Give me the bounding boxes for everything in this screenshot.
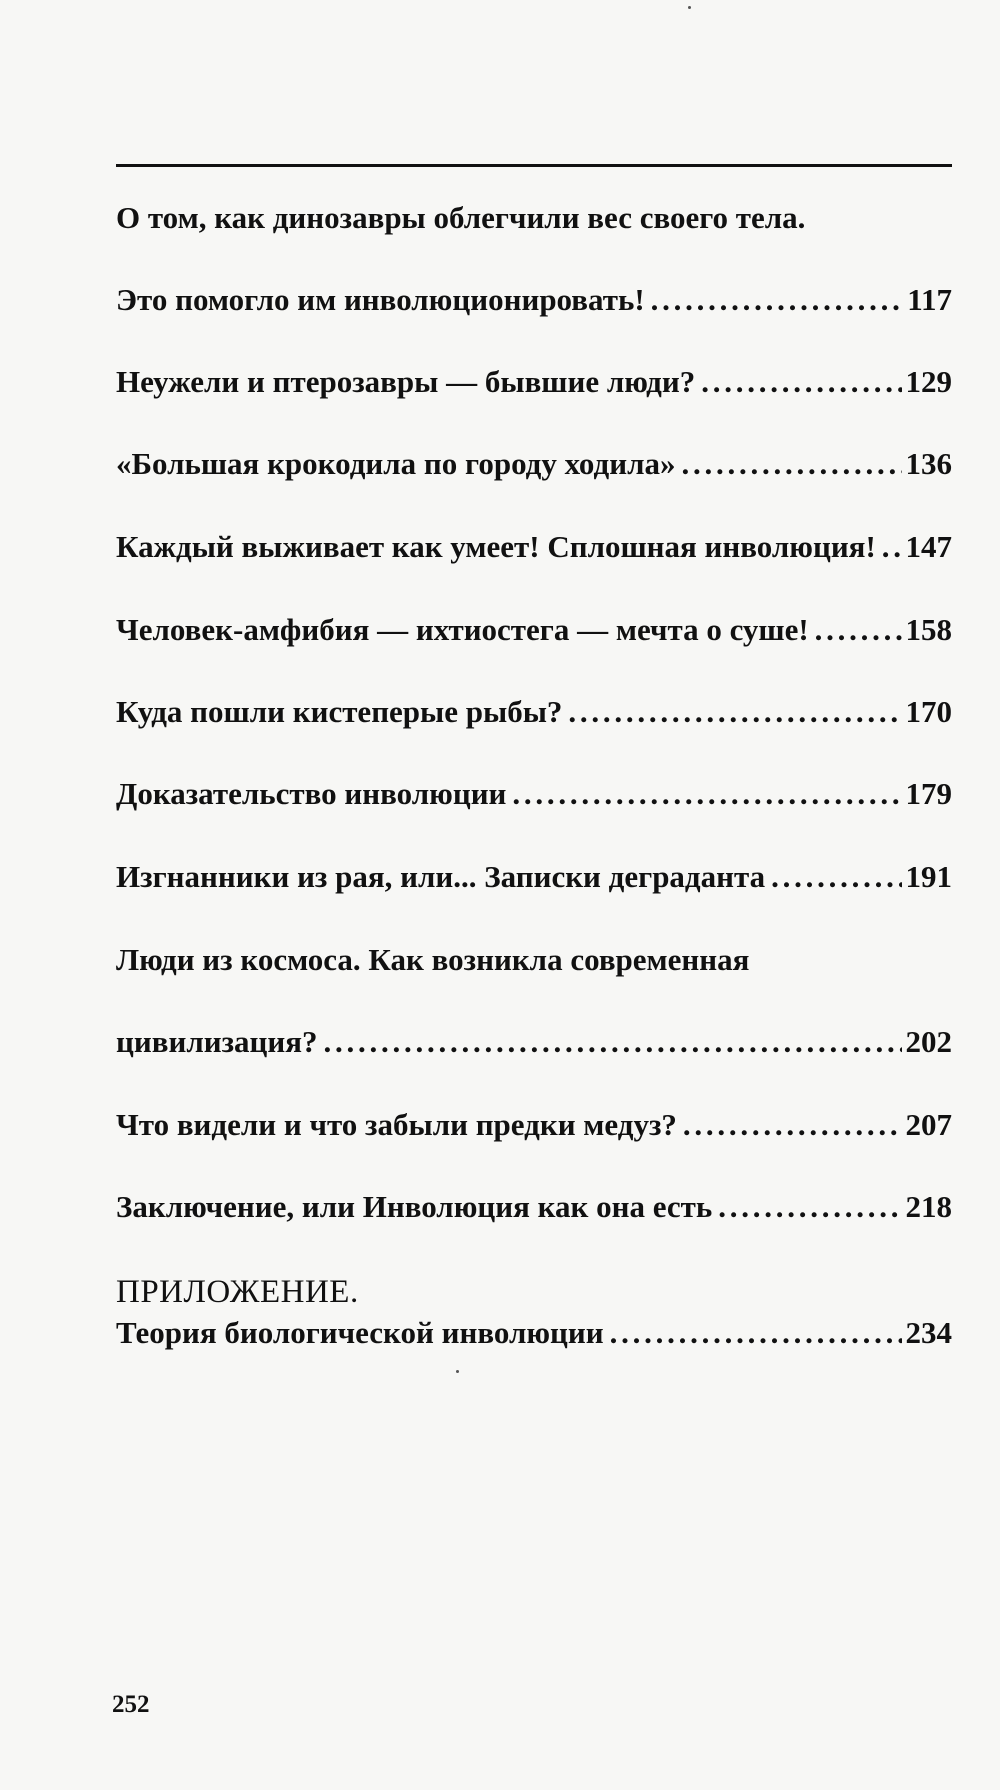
toc-entry-title-line1: Люди из космоса. Как возникла современная bbox=[116, 942, 750, 977]
toc-entry bbox=[116, 692, 952, 732]
leader-dots bbox=[568, 692, 901, 732]
toc-entry bbox=[116, 527, 952, 567]
toc-entry-title: Это помогло им инволюционировать! bbox=[116, 282, 645, 317]
scan-speck bbox=[456, 1370, 459, 1373]
toc-entry-page: 202 bbox=[905, 1024, 952, 1059]
leader-dots bbox=[815, 610, 902, 650]
toc-entry-title: Что видели и что забыли предки медуз? bbox=[116, 1107, 677, 1142]
leader-dots bbox=[651, 280, 904, 320]
toc-entry-page: 147 bbox=[905, 529, 952, 564]
top-rule bbox=[116, 164, 952, 167]
toc-entry-title: Куда пошли кистеперые рыбы? bbox=[116, 694, 563, 729]
toc-intro-line: О том, как динозавры облегчили вес своего тела. bbox=[116, 200, 806, 235]
toc-entry-page: 117 bbox=[907, 282, 952, 317]
toc-entry-title: Заключение, или Инволюция как она есть bbox=[116, 1189, 713, 1224]
leader-dots bbox=[512, 774, 901, 814]
toc-entry-title: Неужели и птерозавры — бывшие люди? bbox=[116, 364, 696, 399]
leader-dots bbox=[683, 1105, 902, 1145]
toc-entry bbox=[116, 1105, 952, 1145]
toc-entry-page: 207 bbox=[905, 1107, 952, 1142]
toc-entry-page: 218 bbox=[905, 1189, 952, 1224]
toc-entry-page: 191 bbox=[905, 859, 952, 894]
leader-dots bbox=[681, 444, 901, 484]
leader-dots bbox=[882, 527, 902, 567]
toc-entry bbox=[116, 774, 952, 814]
scan-speck bbox=[688, 6, 691, 9]
toc-entry-title-line2: цивилизация? bbox=[116, 1024, 318, 1059]
toc-entry-title: «Большая крокодила по городу ходила» bbox=[116, 446, 676, 481]
leader-dots bbox=[718, 1187, 901, 1227]
toc-entry bbox=[116, 362, 952, 402]
toc-entry-title: Каждый выживает как умеет! Сплошная инволюция! bbox=[116, 529, 876, 564]
toc-entry-title: Человек-амфибия — ихтиостега — мечта о суше! bbox=[116, 612, 809, 647]
toc-entry bbox=[116, 857, 952, 897]
leader-dots bbox=[324, 1022, 902, 1062]
page-number: 252 bbox=[112, 1691, 150, 1718]
toc-entry bbox=[116, 280, 952, 320]
toc-entry bbox=[116, 444, 952, 484]
toc-entry bbox=[116, 610, 952, 650]
leader-dots bbox=[610, 1313, 902, 1353]
toc-entry-title: Теория биологической инволюции bbox=[116, 1315, 604, 1350]
toc-entry bbox=[116, 1022, 952, 1062]
toc-entry-page: 136 bbox=[905, 446, 952, 481]
toc-entry-page: 170 bbox=[905, 694, 952, 729]
toc-entry bbox=[116, 1187, 952, 1227]
toc-entry bbox=[116, 1313, 952, 1353]
toc-entry-page: 234 bbox=[905, 1315, 952, 1350]
toc-entry-page: 158 bbox=[905, 612, 952, 647]
leader-dots bbox=[771, 857, 901, 897]
toc-entry-title: Доказательство инволюции bbox=[116, 776, 507, 811]
appendix-heading: ПРИЛОЖЕНИЕ. bbox=[116, 1274, 359, 1310]
toc-entry-page: 129 bbox=[905, 364, 952, 399]
toc-entry-page: 179 bbox=[905, 776, 952, 811]
leader-dots bbox=[701, 362, 901, 402]
toc-entry-title: Изгнанники из рая, или... Записки деграданта bbox=[116, 859, 766, 894]
